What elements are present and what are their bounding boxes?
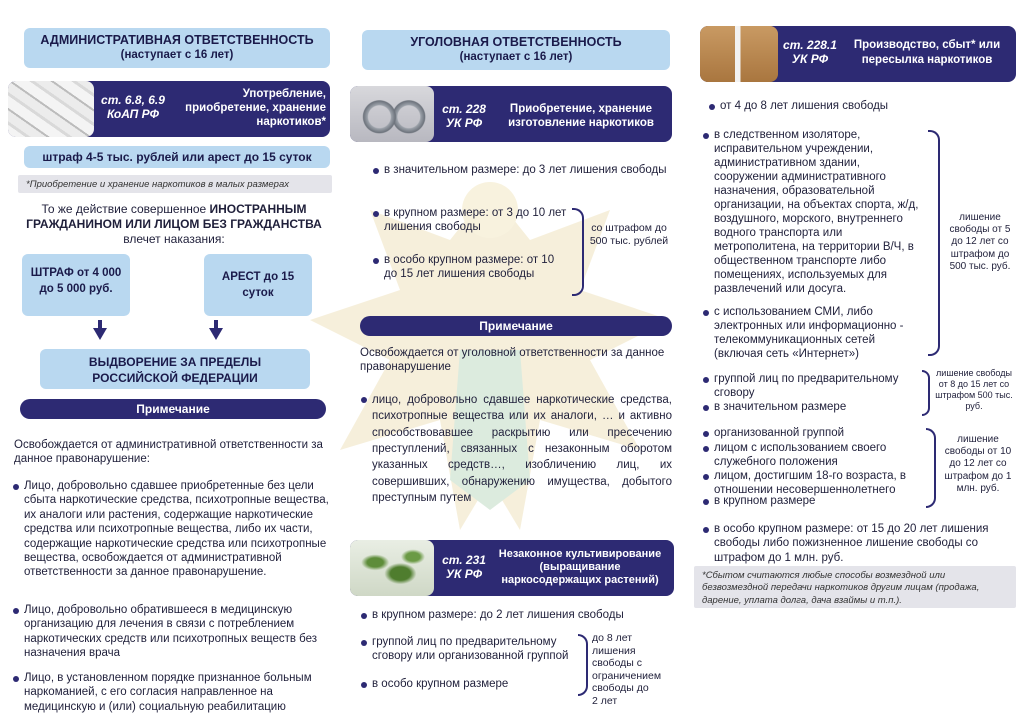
foreigners-pre: То же действие совершенное <box>41 202 210 216</box>
criminal-note-item: лицо, добровольно сдавшее наркотические средства, психотропные вещества или их аналоги, … и активно способствовавшее раскрытию или пресечению преступлений, связанных с незаконным оборотом указанных средств…, изобличению лиц, их совершивших, обнаружению имущества, добытого преступным путем <box>372 392 672 506</box>
admin-note-item-1: Лицо, добровольно сдавшее приобретенные без цели сбыта наркотические средства, психотропные вещества, их аналоги или растения, содержащие наркотические средства или психотропные вещества, либо их части, содержащие наркотические средства или психотропные вещества, освобождается от административной ответственности за данное правонарушение. <box>24 479 340 580</box>
sale-item-5b: лицом с использованием своего служебного положения <box>714 441 922 470</box>
foreigners-text <box>14 202 334 247</box>
sale-article-law: УК РФ <box>791 52 829 66</box>
sale-article-desc: Производство, сбыт* или пересылка наркотиков <box>853 39 1001 66</box>
criminal-brace-note: со штрафом до 500 тыс. рублей <box>589 222 669 247</box>
arrow-stem <box>98 320 102 330</box>
criminal-item-2: в крупном размере: от 3 до 10 лет лишения свободы <box>384 206 570 235</box>
sale-brace-1 <box>928 130 940 356</box>
cultivation-item-1: в крупном размере: до 2 лет лишения свободы <box>372 608 672 622</box>
sale-item-2: в следственном изоляторе, исправительном учреждении, административном здании, сооружении административного назначения, образовательной организации, на объектах спорта, ж/д, воздушного, морского, внутреннего водного транспорта или метрополитена, на территории В/Ч, в общественном транспорте либо помещениях, используемых для развлечений или досуга. <box>714 128 926 296</box>
sale-brace-2-note: лишение свободы от 8 до 15 лет со штрафом 500 тыс. руб. <box>935 368 1013 411</box>
cultivation-brace <box>578 634 588 696</box>
admin-note-intro: Освобождается от административной ответственности за данное правонарушение: <box>14 439 323 466</box>
admin-article-law: КоАП РФ <box>107 107 159 121</box>
sale-brace-3-note: лишение свободы от 10 до 12 лет со штрафом до 1 млн. руб. <box>944 434 1012 494</box>
admin-note-item-2: Лицо, добровольно обратившееся в медицинскую организацию для лечения в связи с потреблением наркотических средств или психотропных веществ без назначения врача <box>24 603 340 661</box>
admin-article-code: ст. 6.8, 6.9 <box>101 93 165 107</box>
sale-brace-1-note: лишение свободы от 5 до 12 лет со штрафом до 500 тыс. руб. <box>949 212 1011 272</box>
criminal-article-code: ст. 228 <box>442 102 486 116</box>
admin-header-subtitle: (наступает с 16 лет) <box>120 49 234 61</box>
foreigners-post: влечет наказания: <box>123 232 225 246</box>
arrest-box: АРЕСТ до 15 суток <box>204 254 312 316</box>
criminal-header-title: УГОЛОВНАЯ ОТВЕТСТВЕННОСТЬ <box>410 35 622 49</box>
cultivation-item-2: группой лиц по предварительному сговору или организованной группой <box>372 635 582 664</box>
criminal-brace <box>572 208 584 296</box>
cultivation-item-3: в особо крупном размере <box>372 677 582 691</box>
criminal-article-desc: Приобретение, хранение изготовление наркотиков <box>508 103 654 130</box>
sale-item-4a: группой лиц по предварительному сговору <box>714 372 922 401</box>
criminal-header-subtitle: (наступает с 16 лет) <box>459 51 573 63</box>
foreigners-bold: ИНОСТРАННЫМ ГРАЖДАНИНОМ ИЛИ ЛИЦОМ БЕЗ ГРАЖДАНСТВА <box>26 202 322 231</box>
criminal-article-box <box>350 86 672 142</box>
criminal-item-3: в особо крупном размере: от 10 до 15 лет лишения свободы <box>384 253 570 282</box>
plant-image <box>350 540 434 596</box>
cultivation-article-law: УК РФ <box>445 567 483 581</box>
sale-brace-3 <box>926 428 936 508</box>
admin-fine-bar: штраф 4-5 тыс. рублей или арест до 15 суток <box>24 146 330 168</box>
sale-item-6: в особо крупном размере: от 15 до 20 лет лишения свободы либо пожизненное лишение свободы со штрафом до 1 млн. руб. <box>714 522 1016 565</box>
criminal-item-1: в значительном размере: до 3 лет лишения свободы <box>384 163 674 177</box>
admin-note-item-3: Лицо, в установленном порядке признанное больным наркоманией, с его согласия направленное на медицинскую и (или) социальную реабилитацию <box>24 671 340 714</box>
criminal-article-law: УК РФ <box>445 116 483 130</box>
sale-item-5d: в крупном размере <box>714 494 922 508</box>
admin-note-title: Примечание <box>20 399 326 419</box>
criminal-note-intro: Освобождается от уголовной ответственности за данное правонарушение <box>360 347 665 374</box>
cultivation-article-box <box>350 540 674 596</box>
sale-item-1: от 4 до 8 лет лишения свободы <box>720 99 1010 113</box>
sale-item-5c: лицом, достигшим 18-го возраста, в отношении несовершеннолетнего <box>714 469 922 498</box>
admin-article-box <box>8 81 330 137</box>
parcel-image <box>700 26 778 82</box>
cultivation-brace-note: до 8 лет лишения свободы с ограничением свободы до 2 лет <box>592 632 662 707</box>
pills-image <box>8 81 94 137</box>
criminal-header <box>362 30 670 70</box>
sale-item-5a: организованной группой <box>714 426 922 440</box>
sale-item-3: с использованием СМИ, либо электронных или информационно - телекоммуникационных сетей (включая сеть «Интернет») <box>714 305 926 361</box>
handcuffs-image <box>350 86 434 142</box>
admin-article-desc: Употребление, приобретение, хранение наркотиков* <box>185 88 326 128</box>
cultivation-article-desc: Незаконное культивирование (выращивание наркосодержащих растений) <box>498 548 662 587</box>
criminal-note-title: Примечание <box>360 316 672 336</box>
sale-brace-2 <box>922 370 930 416</box>
cultivation-article-code: ст. 231 <box>442 553 486 567</box>
admin-header-title: АДМИНИСТРАТИВНАЯ ОТВЕТСТВЕННОСТЬ <box>40 33 314 47</box>
sale-article-box <box>700 26 1016 82</box>
arrow-stem <box>214 320 218 330</box>
sale-footnote: *Сбытом считаются любые способы возмездной или безвозмездной передачи наркотиков другим лицам (продажа, дарение, уплата долга, дача взаймы и т.п.). <box>694 566 1016 608</box>
admin-header <box>24 28 330 68</box>
admin-footnote: *Приобретение и хранение наркотиков в малых размерах <box>18 175 332 193</box>
sale-article-code: ст. 228.1 <box>783 38 837 52</box>
sale-item-4b: в значительном размере <box>714 400 922 414</box>
fine-box: ШТРАФ от 4 000 до 5 000 руб. <box>22 254 130 316</box>
deport-box: ВЫДВОРЕНИЕ ЗА ПРЕДЕЛЫ РОССИЙСКОЙ ФЕДЕРАЦИИ <box>40 349 310 389</box>
